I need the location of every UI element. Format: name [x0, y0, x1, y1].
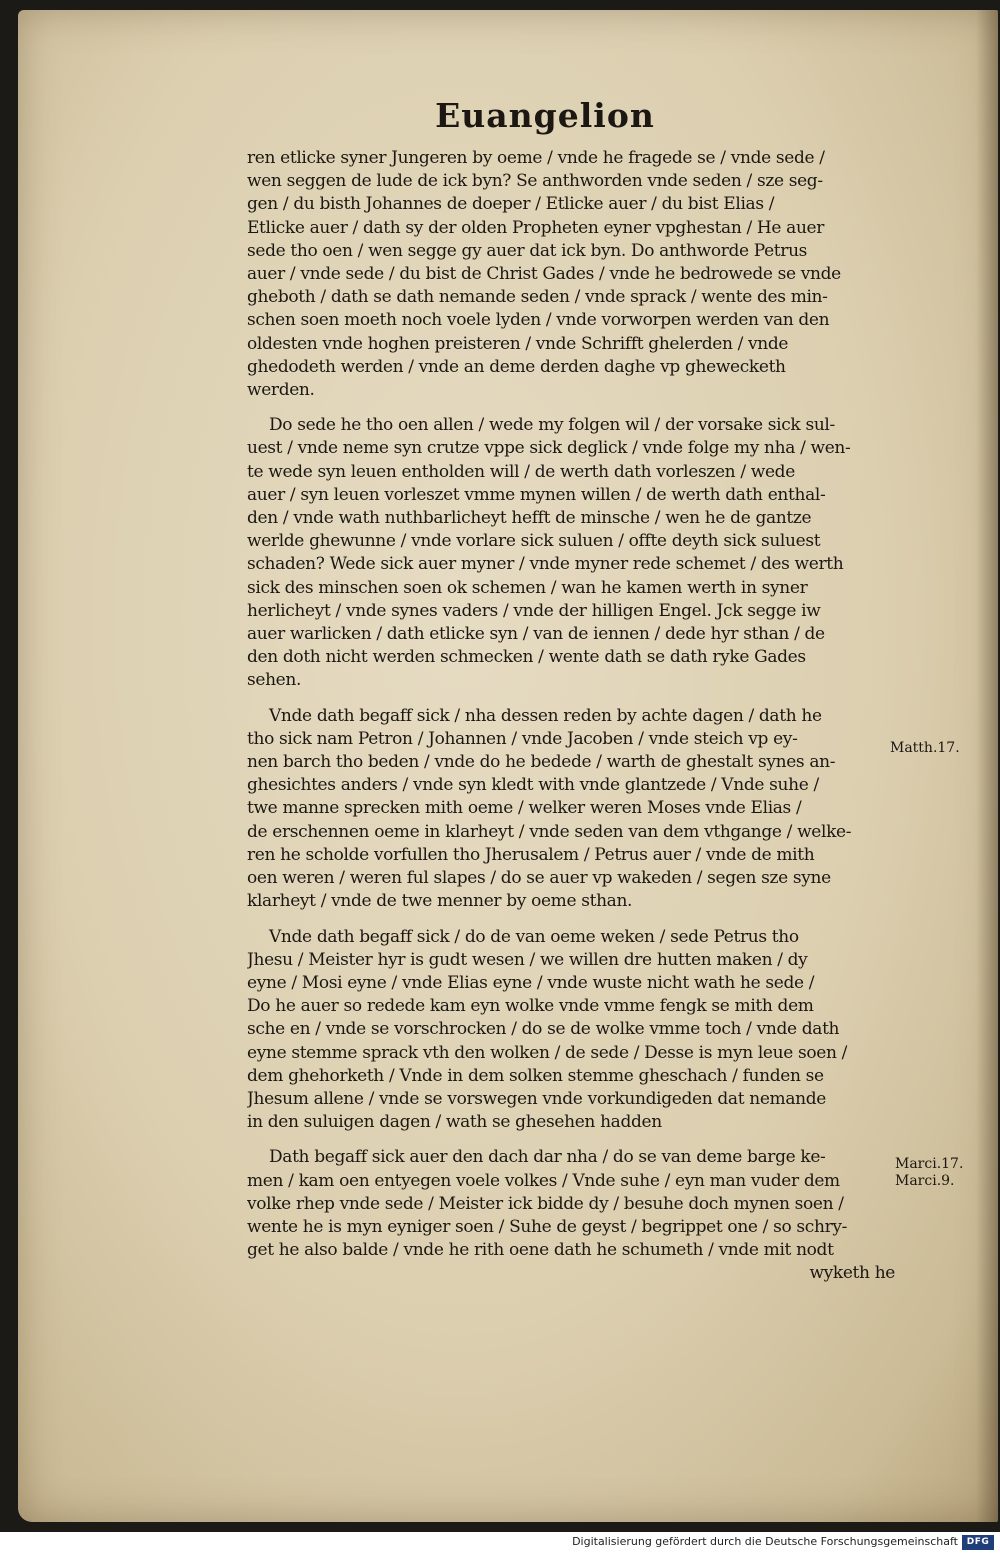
- text-line: ghesichtes anders / vnde syn kledt with vnde glantzede / Vnde suhe /: [247, 775, 819, 796]
- text-line: herlicheyt / vnde synes vaders / vnde der hilligen Engel. Jck segge iw: [247, 600, 821, 621]
- catchword-line: wyketh he: [809, 1263, 895, 1284]
- text-line: wen seggen de lude de ick byn? Se anthworden vnde seden / sze seg-: [247, 171, 823, 192]
- text-line: te wede syn leuen entholden will / de werth dath vorleszen / wede: [247, 461, 795, 482]
- text-line: eyne / Mosi eyne / vnde Elias eyne / vnde wuste nicht wath he sede /: [247, 972, 815, 993]
- text-line: werlde ghewunne / vnde vorlare sick suluen / offte deyth sick suluest: [247, 531, 821, 552]
- text-line: werden.: [247, 380, 315, 401]
- text-line: Vnde dath begaff sick / do de van oeme weken / sede Petrus tho: [269, 926, 799, 947]
- text-line: oen weren / weren ful slapes / do se auer vp wakeden / segen sze syne: [247, 868, 831, 889]
- text-line: twe manne sprecken mith oeme / welker weren Moses vnde Elias /: [247, 798, 802, 819]
- text-line: eyne stemme sprack vth den wolken / de sede / Desse is myn leue soen /: [247, 1042, 848, 1063]
- text-line: gheboth / dath se dath nemande seden / vnde sprack / wente des min-: [247, 287, 828, 308]
- text-line: den / vnde wath nuthbarlicheyt hefft de minsche / wen he de gantze: [247, 508, 812, 529]
- text-line: auer / vnde sede / du bist de Christ Gades / vnde he bedrowede se vnde: [247, 264, 841, 285]
- footer-bar: [0, 1532, 1000, 1555]
- text-line: auer warlicken / dath etlicke syn / van de iennen / dede hyr sthan / de: [247, 624, 825, 645]
- dfg-logo-icon: DFG: [962, 1535, 994, 1550]
- body-text: [247, 147, 895, 1298]
- text-line: nen barch tho beden / vnde do he bedede / warth de ghestalt synes an-: [247, 752, 836, 773]
- text-line: den doth nicht werden schmecken / wente dath se dath ryke Gades: [247, 647, 806, 668]
- paragraph-5: [247, 1146, 895, 1285]
- text-line: klarheyt / vnde de twe menner by oeme sthan.: [247, 891, 633, 912]
- paragraph-4: [247, 926, 895, 1135]
- paragraph-3: [247, 705, 895, 914]
- page-title: Euangelion: [435, 96, 655, 135]
- text-line: Vnde dath begaff sick / nha dessen reden by achte dagen / dath he: [269, 705, 822, 726]
- text-line: sche en / vnde se vorschrocken / do se de wolke vmme toch / vnde dath: [247, 1019, 840, 1040]
- text-line: oldesten vnde hoghen preisteren / vnde Schrifft ghelerden / vnde: [247, 333, 789, 354]
- text-line: tho sick nam Petron / Johannen / vnde Jacoben / vnde steich vp ey-: [247, 728, 798, 749]
- text-line: in den suluigen dagen / wath se ghesehen hadden: [247, 1112, 662, 1133]
- paragraph-1: [247, 147, 895, 402]
- text-line: uest / vnde neme syn crutze vppe sick deglick / vnde folge my nha / wen-: [247, 438, 851, 459]
- margin-note-mark-17: Marci.17.: [895, 1156, 964, 1172]
- text-line: Do sede he tho oen allen / wede my folgen wil / der vorsake sick sul-: [269, 415, 835, 436]
- text-line: ghedodeth werden / vnde an deme derden daghe vp ghewecketh: [247, 356, 786, 377]
- margin-note-matthew: Matth.17.: [890, 740, 960, 756]
- text-line: auer / syn leuen vorleszet vmme mynen willen / de werth dath enthal-: [247, 484, 826, 505]
- text-line: Jhesu / Meister hyr is gudt wesen / we willen dre hutten maken / dy: [247, 949, 808, 970]
- text-line: de erschennen oeme in klarheyt / vnde seden van dem vthgange / welke-: [247, 821, 852, 842]
- text-line: Etlicke auer / dath sy der olden Propheten eyner vpghestan / He auer: [247, 217, 825, 238]
- funding-credit: Digitalisierung gefördert durch die Deutsche Forschungsgemeinschaft: [572, 1535, 958, 1548]
- book-spine-shadow: [976, 10, 998, 1522]
- text-line: sede tho oen / wen segge gy auer dat ick byn. Do anthworde Petrus: [247, 240, 808, 261]
- text-line: sick des minschen soen ok schemen / wan he kamen werth in syner: [247, 577, 808, 598]
- text-line: wente he is myn eyniger soen / Suhe de geyst / begrippet one / so schry-: [247, 1216, 847, 1237]
- text-line: ren he scholde vorfullen tho Jherusalem / Petrus auer / vnde de mith: [247, 844, 815, 865]
- text-line: ren etlicke syner Jungeren by oeme / vnde he fragede se / vnde sede /: [247, 148, 825, 168]
- text-line: Dath begaff sick auer den dach dar nha / do se van deme barge ke-: [269, 1147, 826, 1168]
- text-line: men / kam oen entyegen voele volkes / Vnde suhe / eyn man vuder dem: [247, 1170, 840, 1191]
- text-line: dem ghehorketh / Vnde in dem solken stemme gheschach / funden se: [247, 1065, 824, 1086]
- text-line: Jhesum allene / vnde se vorswegen vnde vorkundigeden dat nemande: [247, 1088, 826, 1109]
- text-line: gen / du bisth Johannes de doeper / Etlicke auer / du bist Elias /: [247, 194, 775, 215]
- text-line: schaden? Wede sick auer myner / vnde myner rede schemet / des werth: [247, 554, 844, 575]
- text-line: volke rhep vnde sede / Meister ick bidde dy / besuhe doch mynen soen /: [247, 1193, 844, 1214]
- text-line: schen soen moeth noch voele lyden / vnde vorworpen werden van den: [247, 310, 830, 331]
- text-line: sehen.: [247, 670, 302, 691]
- text-line: Do he auer so redede kam eyn wolke vnde vmme fengk se mith dem: [247, 996, 814, 1017]
- paragraph-2: [247, 414, 895, 692]
- margin-note-mark-9: Marci.9.: [895, 1173, 955, 1189]
- text-line: get he also balde / vnde he rith oene dath he schumeth / vnde mit nodt: [247, 1240, 834, 1261]
